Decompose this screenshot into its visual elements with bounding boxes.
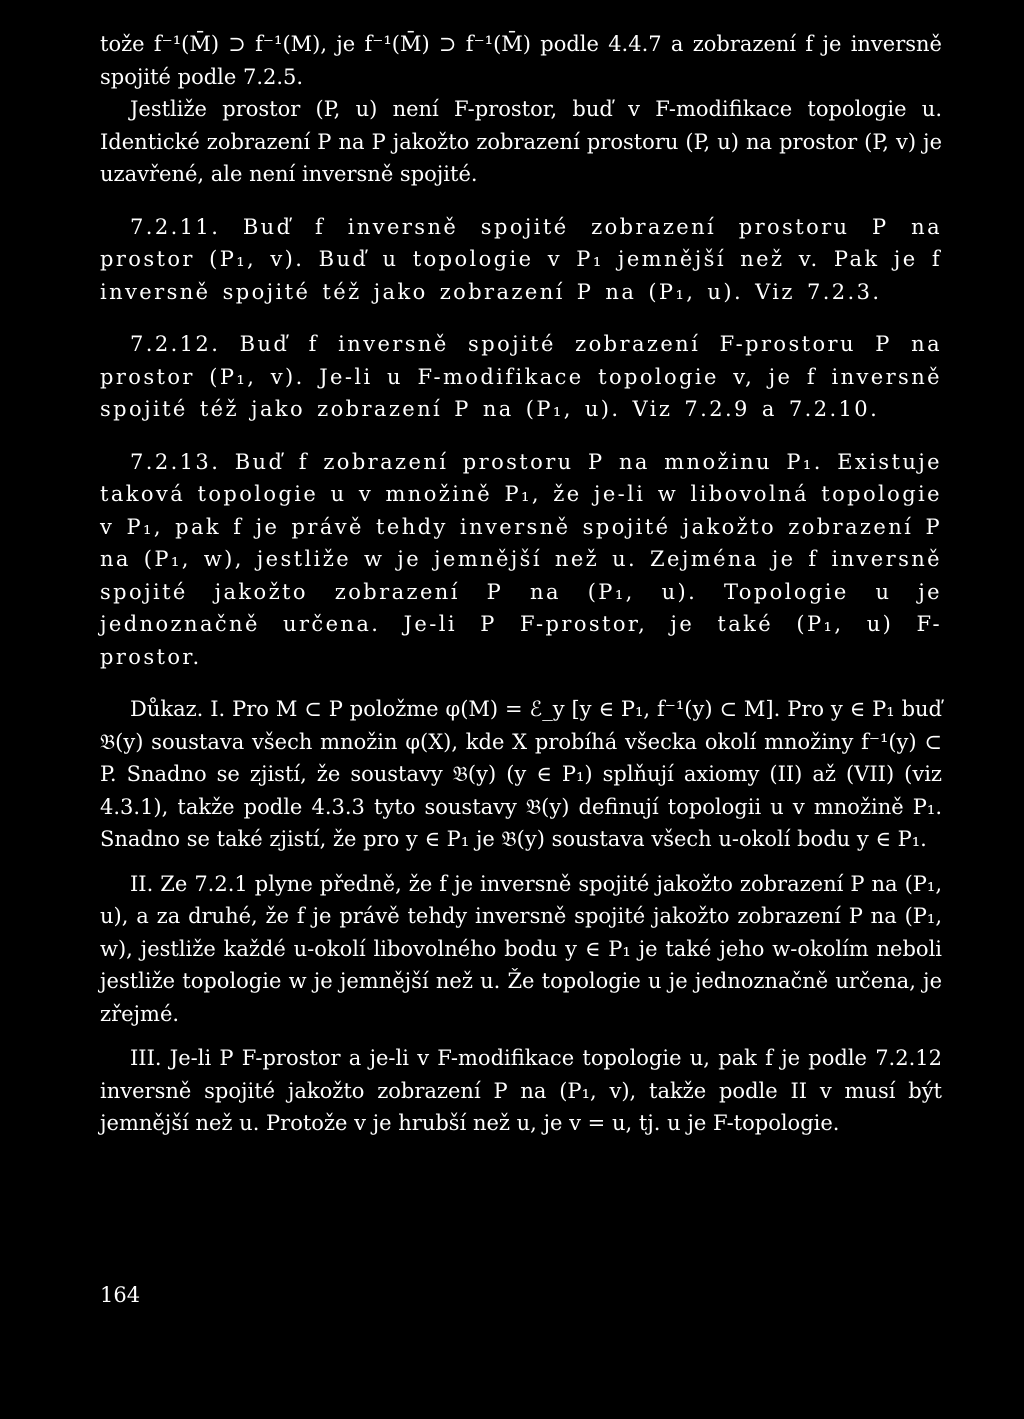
page-number: 164: [100, 1283, 141, 1307]
book-page: [100, 28, 942, 1140]
proof-part-2: II. Ze 7.2.1 plyne předně, že f je inversně spojité jakožto zobrazení P na (P₁, u), a za druhé, že f je právě tehdy inversně spojité jakožto zobrazení P na (P₁, w), jestliže každé u-okolí libovolného bodu y ∈ P₁ je také jeho w-okolím neboli jestliže topologie w je jemnější než u. Že topologie u je jednoznačně určena, je zřejmé.: [100, 871, 942, 1026]
paragraph-continuation: tože f⁻¹(M̄) ⊃ f⁻¹(M), je f⁻¹(M̄) ⊃ f⁻¹(M̄) podle 4.4.7 a zobrazení f je inversně spojité podle 7.2.5.: [100, 32, 942, 89]
proof-part-3: III. Je-li P F-prostor a je-li v F-modifikace topologie u, pak f je podle 7.2.12 inversně spojité jakožto zobrazení P na (P₁, v), takže podle II v musí být jemnější než u. Protože v je hrubší než u, je v = u, tj. u je F-topologie.: [100, 1046, 942, 1135]
theorem-7-2-11: 7.2.11. Buď f inversně spojité zobrazení prostoru P na prostor (P₁, v). Buď u topologie v P₁ jemnější než v. Pak je f inversně spojité též jako zobrazení P na (P₁, u). Viz 7.2.3.: [100, 214, 942, 304]
theorem-7-2-13: 7.2.13. Buď f zobrazení prostoru P na množinu P₁. Existuje taková topologie u v množině P₁, že je-li w libovolná topologie v P₁, pak f je právě tehdy inversně spojité jakožto zobrazení P na (P₁, w), jestliže w je jemnější než u. Zejména je f inversně spojité jakožto zobrazení P na (P₁, u). Topologie u je jednoznačně určena. Je-li P F-prostor, je také (P₁, u) F-prostor.: [100, 449, 942, 669]
theorem-7-2-12: 7.2.12. Buď f inversně spojité zobrazení F-prostoru P na prostor (P₁, v). Je-li u F-modifikace topologie v, je f inversně spojité též jako zobrazení P na (P₁, u). Viz 7.2.9 a 7.2.10.: [100, 332, 942, 421]
proof-part-1: Důkaz. I. Pro M ⊂ P položme φ(M) = ℰ_y [y ∈ P₁, f⁻¹(y) ⊂ M]. Pro y ∈ P₁ buď 𝔅(y) soustava všech množin φ(X), kde X probíhá všecka okolí množiny f⁻¹(y) ⊂ P. Snadno se zjistí, že soustavy 𝔅(y) (y ∈ P₁) splňují axiomy (II) až (VII) (viz 4.3.1), takže podle 4.3.3 tyto soustavy 𝔅(y) definují topologii u v množině P₁. Snadno se také zjistí, že pro y ∈ P₁ je 𝔅(y) soustava všech u-okolí bodu y ∈ P₁.: [100, 697, 942, 851]
paragraph-remark: Jestliže prostor (P, u) není F-prostor, buď v F-modifikace topologie u. Identické zobrazení P na P jakožto zobrazení prostoru (P, u) na prostor (P, v) je uzavřené, ale není inversně spojité.: [100, 97, 942, 186]
